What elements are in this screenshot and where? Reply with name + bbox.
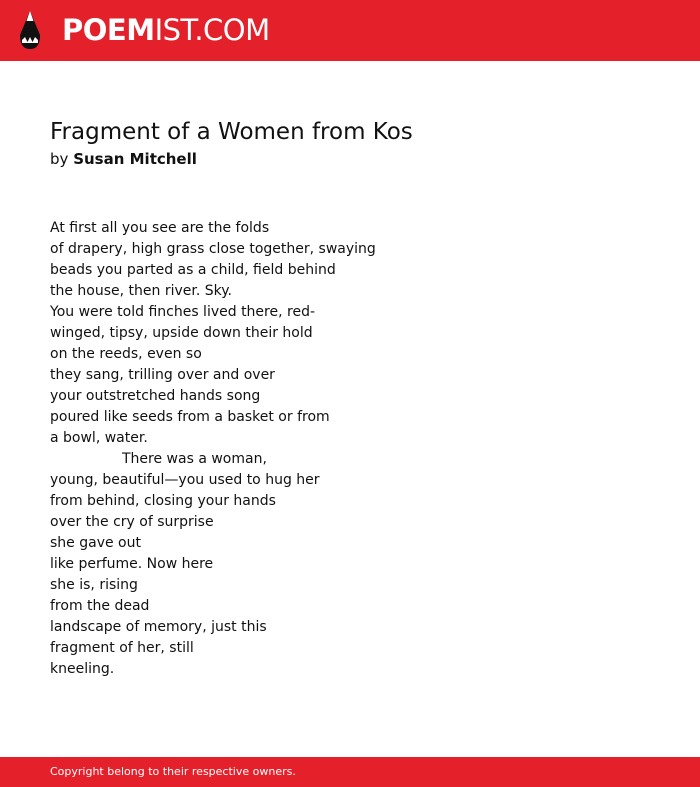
- poem-line: winged, tipsy, upside down their hold: [50, 325, 313, 341]
- site-footer: [0, 757, 700, 787]
- poem-line: beads you parted as a child, field behind: [50, 262, 336, 278]
- poem-line: she is, rising: [50, 577, 138, 593]
- poem-line: fragment of her, still: [50, 640, 194, 656]
- poem-line: like perfume. Now here: [50, 556, 214, 572]
- poem-line: There was a woman,: [122, 451, 267, 467]
- poem-line: from the dead: [50, 598, 150, 614]
- poem-line: your outstretched hands song: [50, 388, 261, 404]
- poem-title: Fragment of a Women from Kos: [50, 119, 413, 145]
- poem-line: landscape of memory, just this: [50, 619, 267, 635]
- poem-line: You were told finches lived there, red-: [50, 304, 316, 320]
- site-header: [0, 0, 700, 61]
- poem-line: over the cry of surprise: [50, 514, 214, 530]
- byline: [50, 149, 197, 169]
- poem-line: young, beautiful—you used to hug her: [50, 472, 320, 488]
- poem-line: from behind, closing your hands: [50, 493, 276, 509]
- author-name: Susan Mitchell: [73, 150, 197, 168]
- poem-body: [50, 218, 376, 680]
- copyright-notice: Copyright belong to their respective owners.: [50, 765, 296, 778]
- poem-line: a bowl, water.: [50, 430, 148, 446]
- poem-line: the house, then river. Sky.: [50, 283, 232, 299]
- poem-line: poured like seeds from a basket or from: [50, 409, 330, 425]
- poem-line: they sang, trilling over and over: [50, 367, 275, 383]
- logo-bold-text: POEM: [62, 13, 155, 47]
- by-label: by: [50, 150, 69, 168]
- logo-light-text: IST.COM: [154, 13, 270, 47]
- poem-line: of drapery, high grass close together, swaying: [50, 241, 376, 257]
- poem-line: At first all you see are the folds: [50, 220, 270, 236]
- poem-line: on the reeds, even so: [50, 346, 202, 362]
- pencil-tip-icon[interactable]: [18, 10, 42, 50]
- poem-line: kneeling.: [50, 661, 115, 677]
- site-logo[interactable]: [62, 12, 270, 48]
- poem-line: she gave out: [50, 535, 141, 551]
